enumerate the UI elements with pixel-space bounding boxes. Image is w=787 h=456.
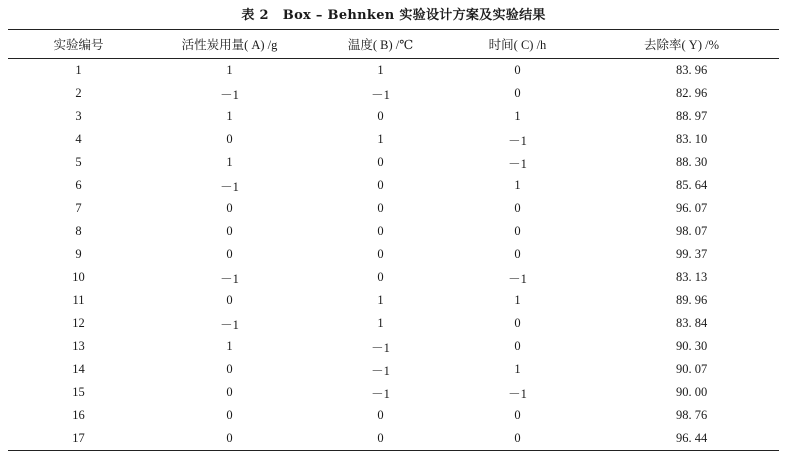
experiment-number-cell: 9 [75, 247, 82, 261]
experiment-number-cell: 8 [75, 224, 82, 238]
dosage-cell: 1 [226, 339, 233, 353]
temperature-cell: －1 [371, 386, 390, 401]
time-cell: 0 [514, 408, 521, 422]
temperature-cell: 1 [377, 132, 384, 146]
time-cell: 1 [514, 362, 521, 376]
removal-rate-cell: 85. 64 [676, 178, 708, 192]
header-row [8, 30, 779, 59]
temperature-cell: 1 [377, 63, 384, 77]
time-cell: 0 [514, 86, 521, 100]
temperature-cell: 0 [310, 427, 451, 451]
dosage-cell: 0 [226, 408, 233, 422]
dosage-cell: 1 [226, 109, 233, 123]
dosage-cell: 0 [226, 362, 233, 376]
dosage-cell: －1 [220, 87, 239, 102]
table-row [8, 243, 779, 266]
removal-rate-cell: 90. 07 [676, 362, 708, 376]
time-cell: 0 [514, 63, 521, 77]
experiment-number-cell: 11 [72, 293, 85, 307]
temperature-cell: 0 [377, 155, 384, 169]
header-temperature: 温度( B) /℃ [310, 30, 451, 59]
table-row [8, 151, 779, 174]
removal-rate-cell: 83. 84 [676, 316, 708, 330]
removal-rate-cell: 96. 44 [584, 427, 779, 451]
time-cell: 1 [514, 109, 521, 123]
header-time: 时间( C) /h [451, 30, 584, 59]
dosage-cell: 1 [226, 155, 233, 169]
temperature-cell: 0 [377, 201, 384, 215]
time-cell: 0 [514, 247, 521, 261]
table-row [8, 289, 779, 312]
removal-rate-cell: 98. 76 [676, 408, 708, 422]
experiment-design-table [8, 29, 779, 451]
time-cell: －1 [508, 386, 527, 401]
time-cell: 0 [514, 316, 521, 330]
temperature-cell: －1 [371, 340, 390, 355]
header-experiment-number: 实验编号 [8, 30, 149, 59]
time-cell: －1 [508, 156, 527, 171]
table-row [8, 427, 779, 451]
time-cell: 0 [514, 339, 521, 353]
table-body [8, 59, 779, 451]
dosage-cell: 0 [226, 224, 233, 238]
removal-rate-cell: 82. 96 [676, 86, 708, 100]
time-cell: 0 [451, 427, 584, 451]
table-row [8, 59, 779, 83]
removal-rate-cell: 96. 07 [676, 201, 708, 215]
experiment-number-cell: 2 [75, 86, 82, 100]
table-row [8, 197, 779, 220]
table-row [8, 82, 779, 105]
removal-rate-cell: 88. 30 [676, 155, 708, 169]
experiment-number-cell: 17 [8, 427, 149, 451]
temperature-cell: －1 [371, 87, 390, 102]
dosage-cell: 0 [149, 427, 310, 451]
table-number: 表 2 [241, 8, 269, 23]
experiment-number-cell: 5 [75, 155, 82, 169]
time-cell: －1 [508, 271, 527, 286]
table-title: Box – Behnken 实验设计方案及实验结果 [282, 8, 546, 23]
dosage-cell: －1 [220, 271, 239, 286]
temperature-cell: 0 [377, 408, 384, 422]
temperature-cell: 0 [377, 270, 384, 284]
dosage-cell: 0 [226, 385, 233, 399]
table-row [8, 335, 779, 358]
temperature-cell: 0 [377, 247, 384, 261]
table-row [8, 220, 779, 243]
dosage-cell: 0 [226, 247, 233, 261]
removal-rate-cell: 83. 13 [676, 270, 708, 284]
removal-rate-cell: 98. 07 [676, 224, 708, 238]
removal-rate-cell: 83. 96 [676, 63, 708, 77]
dosage-cell: 0 [226, 132, 233, 146]
experiment-number-cell: 14 [72, 362, 85, 376]
header-removal-rate: 去除率( Y) /% [584, 30, 779, 59]
experiment-number-cell: 6 [75, 178, 82, 192]
removal-rate-cell: 90. 30 [676, 339, 708, 353]
experiment-number-cell: 13 [72, 339, 85, 353]
time-cell: 0 [514, 201, 521, 215]
dosage-cell: 1 [226, 63, 233, 77]
experiment-number-cell: 1 [75, 63, 82, 77]
experiment-number-cell: 10 [72, 270, 85, 284]
temperature-cell: 1 [377, 293, 384, 307]
dosage-cell: －1 [220, 317, 239, 332]
table-container [8, 29, 779, 451]
table-row [8, 312, 779, 335]
time-cell: 0 [514, 224, 521, 238]
experiment-number-cell: 15 [72, 385, 85, 399]
table-row [8, 266, 779, 289]
table-row [8, 404, 779, 427]
dosage-cell: －1 [220, 179, 239, 194]
removal-rate-cell: 99. 37 [676, 247, 708, 261]
table-row [8, 128, 779, 151]
experiment-number-cell: 12 [72, 316, 85, 330]
table-row [8, 358, 779, 381]
experiment-number-cell: 3 [75, 109, 82, 123]
temperature-cell: 0 [377, 178, 384, 192]
dosage-cell: 0 [226, 293, 233, 307]
header-activated-carbon-dosage: 活性炭用量( A) /g [149, 30, 310, 59]
dosage-cell: 0 [226, 201, 233, 215]
removal-rate-cell: 83. 10 [676, 132, 708, 146]
experiment-number-cell: 4 [75, 132, 82, 146]
removal-rate-cell: 89. 96 [676, 293, 708, 307]
time-cell: 1 [514, 178, 521, 192]
table-row [8, 105, 779, 128]
table-caption [0, 4, 787, 23]
removal-rate-cell: 88. 97 [676, 109, 708, 123]
experiment-number-cell: 7 [75, 201, 82, 215]
temperature-cell: 0 [377, 224, 384, 238]
time-cell: －1 [508, 133, 527, 148]
removal-rate-cell: 90. 00 [676, 385, 708, 399]
temperature-cell: 1 [377, 316, 384, 330]
table-row [8, 174, 779, 197]
time-cell: 1 [514, 293, 521, 307]
temperature-cell: 0 [377, 109, 384, 123]
experiment-number-cell: 16 [72, 408, 85, 422]
temperature-cell: －1 [371, 363, 390, 378]
table-row [8, 381, 779, 404]
